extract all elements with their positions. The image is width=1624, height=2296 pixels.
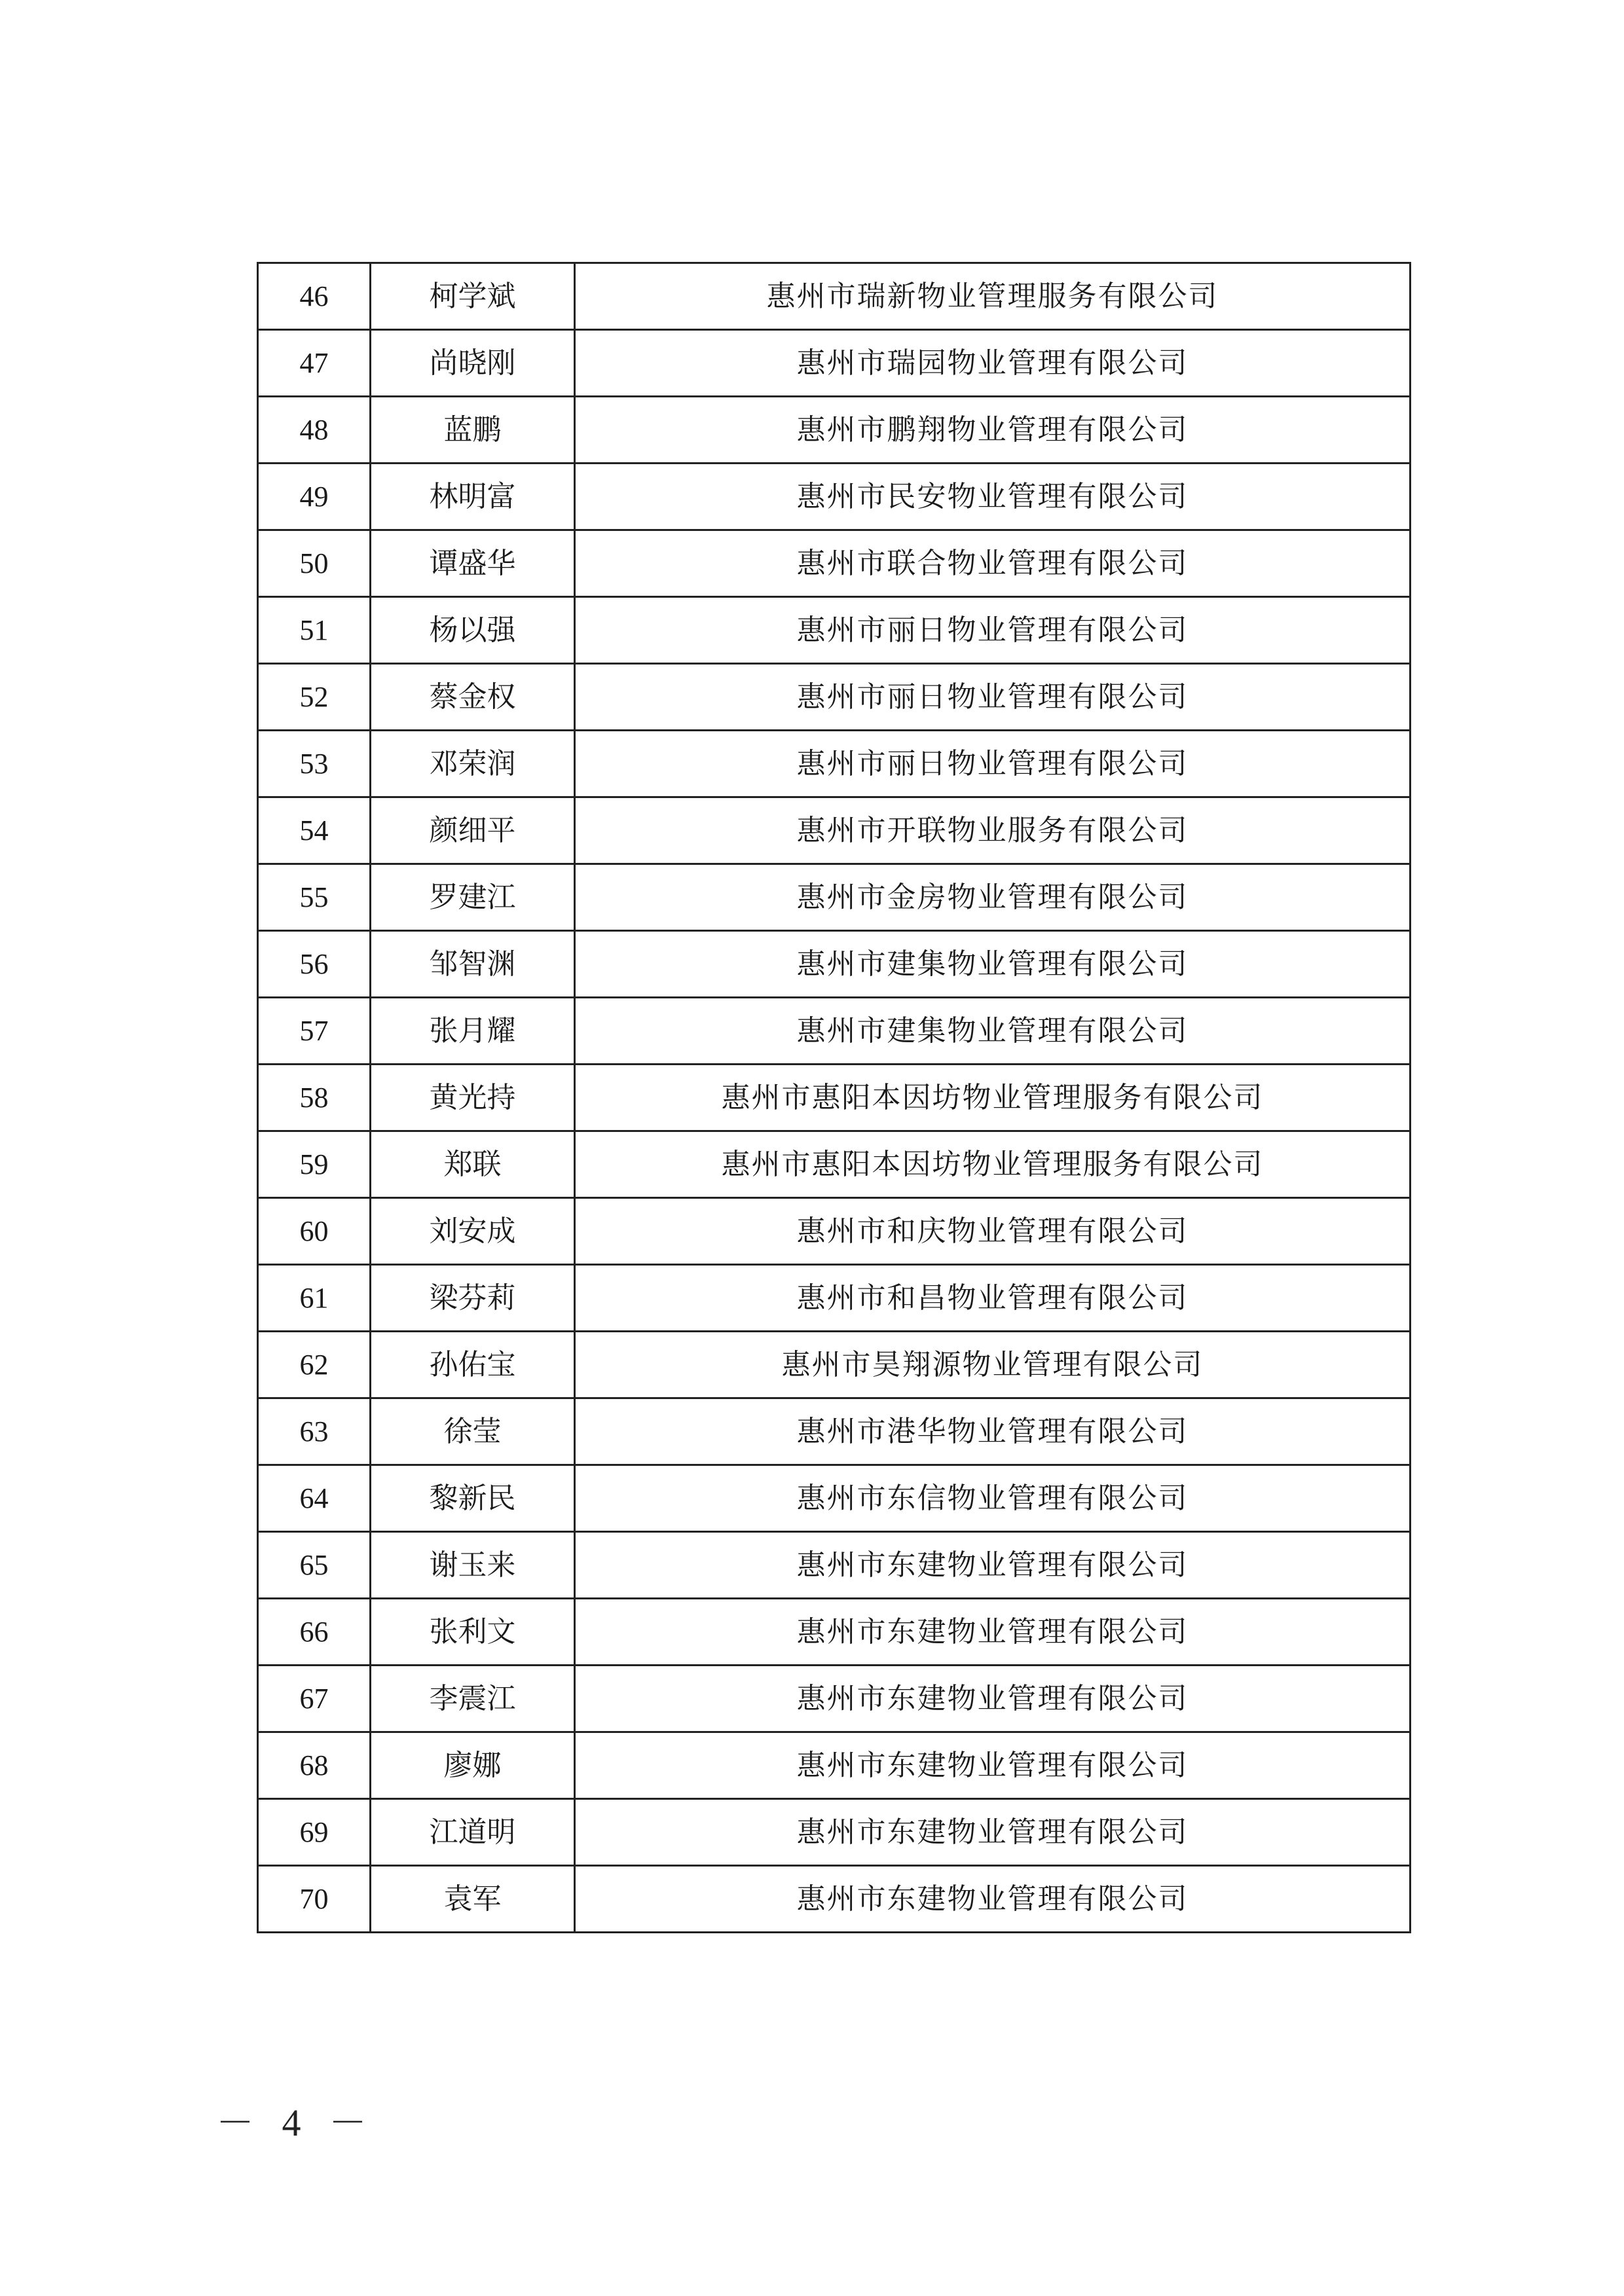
person-name-cell: 谭盛华 xyxy=(371,530,575,597)
row-number-cell: 62 xyxy=(258,1332,371,1398)
company-name-cell: 惠州市东建物业管理有限公司 xyxy=(575,1866,1411,1933)
company-name-cell: 惠州市和昌物业管理有限公司 xyxy=(575,1265,1411,1332)
row-number-cell: 46 xyxy=(258,263,371,330)
row-number-cell: 69 xyxy=(258,1799,371,1866)
row-number-cell: 48 xyxy=(258,397,371,464)
row-number-cell: 47 xyxy=(258,330,371,397)
person-name-cell: 尚晓刚 xyxy=(371,330,575,397)
company-name-cell: 惠州市鹏翔物业管理有限公司 xyxy=(575,397,1411,464)
table-row xyxy=(258,1065,1411,1131)
row-number-cell: 51 xyxy=(258,597,371,664)
table-row xyxy=(258,1465,1411,1532)
row-number-cell: 66 xyxy=(258,1599,371,1666)
roster-table-body xyxy=(258,263,1411,1933)
person-name-cell: 黄光持 xyxy=(371,1065,575,1131)
company-name-cell: 惠州市东建物业管理有限公司 xyxy=(575,1666,1411,1732)
person-name-cell: 杨以强 xyxy=(371,597,575,664)
company-name-cell: 惠州市东建物业管理有限公司 xyxy=(575,1732,1411,1799)
page-number: － 4 － xyxy=(216,2102,377,2144)
table-row xyxy=(258,597,1411,664)
table-row xyxy=(258,1866,1411,1933)
table-row xyxy=(258,731,1411,797)
row-number-cell: 59 xyxy=(258,1131,371,1198)
row-number-cell: 50 xyxy=(258,530,371,597)
row-number-cell: 70 xyxy=(258,1866,371,1933)
person-name-cell: 谢玉来 xyxy=(371,1532,575,1599)
row-number-cell: 60 xyxy=(258,1198,371,1265)
row-number-cell: 55 xyxy=(258,864,371,931)
row-number-cell: 57 xyxy=(258,998,371,1065)
person-name-cell: 黎新民 xyxy=(371,1465,575,1532)
table-row xyxy=(258,1198,1411,1265)
row-number-cell: 65 xyxy=(258,1532,371,1599)
person-name-cell: 柯学斌 xyxy=(371,263,575,330)
table-row xyxy=(258,1265,1411,1332)
table-row xyxy=(258,664,1411,731)
table-row xyxy=(258,1398,1411,1465)
company-name-cell: 惠州市惠阳本因坊物业管理服务有限公司 xyxy=(575,1131,1411,1198)
person-name-cell: 蓝鹏 xyxy=(371,397,575,464)
table-row xyxy=(258,1532,1411,1599)
person-name-cell: 邓荣润 xyxy=(371,731,575,797)
table-row xyxy=(258,1732,1411,1799)
company-name-cell: 惠州市建集物业管理有限公司 xyxy=(575,931,1411,998)
row-number-cell: 56 xyxy=(258,931,371,998)
table-row xyxy=(258,530,1411,597)
company-name-cell: 惠州市丽日物业管理有限公司 xyxy=(575,731,1411,797)
row-number-cell: 49 xyxy=(258,464,371,530)
table-row xyxy=(258,397,1411,464)
table-row xyxy=(258,998,1411,1065)
table-row xyxy=(258,864,1411,931)
person-name-cell: 张利文 xyxy=(371,1599,575,1666)
table-row xyxy=(258,931,1411,998)
row-number-cell: 61 xyxy=(258,1265,371,1332)
person-name-cell: 蔡金权 xyxy=(371,664,575,731)
company-name-cell: 惠州市丽日物业管理有限公司 xyxy=(575,597,1411,664)
company-name-cell: 惠州市联合物业管理有限公司 xyxy=(575,530,1411,597)
person-name-cell: 李震江 xyxy=(371,1666,575,1732)
row-number-cell: 63 xyxy=(258,1398,371,1465)
table-row xyxy=(258,330,1411,397)
person-name-cell: 张月耀 xyxy=(371,998,575,1065)
row-number-cell: 52 xyxy=(258,664,371,731)
company-name-cell: 惠州市东建物业管理有限公司 xyxy=(575,1799,1411,1866)
company-name-cell: 惠州市金房物业管理有限公司 xyxy=(575,864,1411,931)
company-name-cell: 惠州市和庆物业管理有限公司 xyxy=(575,1198,1411,1265)
roster-table xyxy=(257,262,1411,1933)
table-row xyxy=(258,1799,1411,1866)
company-name-cell: 惠州市东信物业管理有限公司 xyxy=(575,1465,1411,1532)
person-name-cell: 袁军 xyxy=(371,1866,575,1933)
row-number-cell: 54 xyxy=(258,797,371,864)
table-row xyxy=(258,1131,1411,1198)
person-name-cell: 林明富 xyxy=(371,464,575,530)
company-name-cell: 惠州市瑞园物业管理有限公司 xyxy=(575,330,1411,397)
company-name-cell: 惠州市民安物业管理有限公司 xyxy=(575,464,1411,530)
row-number-cell: 68 xyxy=(258,1732,371,1799)
company-name-cell: 惠州市东建物业管理有限公司 xyxy=(575,1532,1411,1599)
person-name-cell: 廖娜 xyxy=(371,1732,575,1799)
person-name-cell: 颜细平 xyxy=(371,797,575,864)
person-name-cell: 罗建江 xyxy=(371,864,575,931)
company-name-cell: 惠州市惠阳本因坊物业管理服务有限公司 xyxy=(575,1065,1411,1131)
table-row xyxy=(258,1332,1411,1398)
company-name-cell: 惠州市东建物业管理有限公司 xyxy=(575,1599,1411,1666)
company-name-cell: 惠州市港华物业管理有限公司 xyxy=(575,1398,1411,1465)
row-number-cell: 58 xyxy=(258,1065,371,1131)
company-name-cell: 惠州市建集物业管理有限公司 xyxy=(575,998,1411,1065)
company-name-cell: 惠州市丽日物业管理有限公司 xyxy=(575,664,1411,731)
row-number-cell: 53 xyxy=(258,731,371,797)
row-number-cell: 67 xyxy=(258,1666,371,1732)
person-name-cell: 邹智渊 xyxy=(371,931,575,998)
person-name-cell: 刘安成 xyxy=(371,1198,575,1265)
person-name-cell: 徐莹 xyxy=(371,1398,575,1465)
row-number-cell: 64 xyxy=(258,1465,371,1532)
company-name-cell: 惠州市瑞新物业管理服务有限公司 xyxy=(575,263,1411,330)
table-row xyxy=(258,263,1411,330)
person-name-cell: 梁芬莉 xyxy=(371,1265,575,1332)
person-name-cell: 江道明 xyxy=(371,1799,575,1866)
person-name-cell: 孙佑宝 xyxy=(371,1332,575,1398)
table-row xyxy=(258,1599,1411,1666)
person-name-cell: 郑联 xyxy=(371,1131,575,1198)
table-row xyxy=(258,464,1411,530)
company-name-cell: 惠州市开联物业服务有限公司 xyxy=(575,797,1411,864)
company-name-cell: 惠州市昊翔源物业管理有限公司 xyxy=(575,1332,1411,1398)
table-row xyxy=(258,797,1411,864)
table-row xyxy=(258,1666,1411,1732)
